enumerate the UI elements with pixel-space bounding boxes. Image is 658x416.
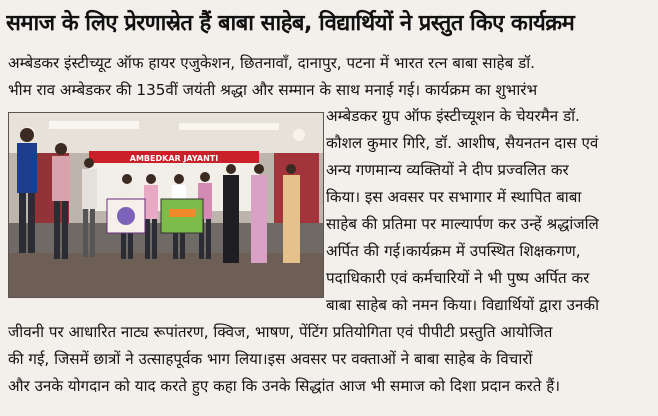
article-line: भीम राव अम्बेडकर की 135वीं जयंती श्रद्धा और सम्मान के साथ मनाई गई। कार्यक्रम का शुभारंभ xyxy=(8,81,538,99)
article-line: बाबा साहेब को नमन किया। विद्यार्थियों द्वारा उनकी xyxy=(326,296,599,314)
article-line: और उनके योगदान को याद करते हुए कहा कि उनके सिद्धांत आज भी समाज को दिशा प्रदान करते हैं। xyxy=(8,377,561,395)
article-line: की गई, जिसमें छात्रों ने उत्साहपूर्वक भाग लिया।इस अवसर पर वक्ताओं ने बाबा साहेब के विचारों xyxy=(8,350,533,368)
banner-text: AMBEDKAR JAYANTI xyxy=(129,154,219,163)
article-line: अम्बेडकर इंस्टीच्यूट ऑफ हायर एजुकेशन, छितनावाँ, दानापुर, पटना में भारत रत्न बाबा साहेब डॉ. xyxy=(8,54,535,72)
article-line: अन्य गणमान्य व्यक्तियों ने दीप प्रज्वलित कर xyxy=(326,161,569,179)
event-photo-graphic xyxy=(9,113,323,297)
article-line: अर्पित की गई।कार्यक्रम में उपस्थित शिक्षकगण, xyxy=(326,242,581,260)
article-line: किया। इस अवसर पर सभागार में स्थापित बाबा xyxy=(326,188,582,206)
article-line: अम्बेडकर ग्रुप ऑफ इंस्टीच्यूशन के चेयरमैन डॉ. xyxy=(326,107,580,125)
article-line: पदाधिकारी एवं कर्मचारियों ने भी पुष्प अर्पित कर xyxy=(326,269,590,287)
event-photo xyxy=(8,112,324,298)
article-headline: समाज के लिए प्रेरणास्रेत हैं बाबा साहेब, विद्यार्थियों ने प्रस्तुत किए कार्यक्रम xyxy=(6,11,575,36)
article-line: जीवनी पर आधारित नाट्य रूपांतरण, क्विज, भाषण, पेंटिंग प्रतियोगिता एवं पीपीटी प्रस्तुति आयोजित xyxy=(8,323,553,341)
article-line: साहेब की प्रतिमा पर माल्यार्पण कर उन्हें श्रद्धांजलि xyxy=(326,215,599,233)
article-line: कौशल कुमार गिरि, डॉ. आशीष, सैयनतन दास एवं xyxy=(326,134,599,152)
